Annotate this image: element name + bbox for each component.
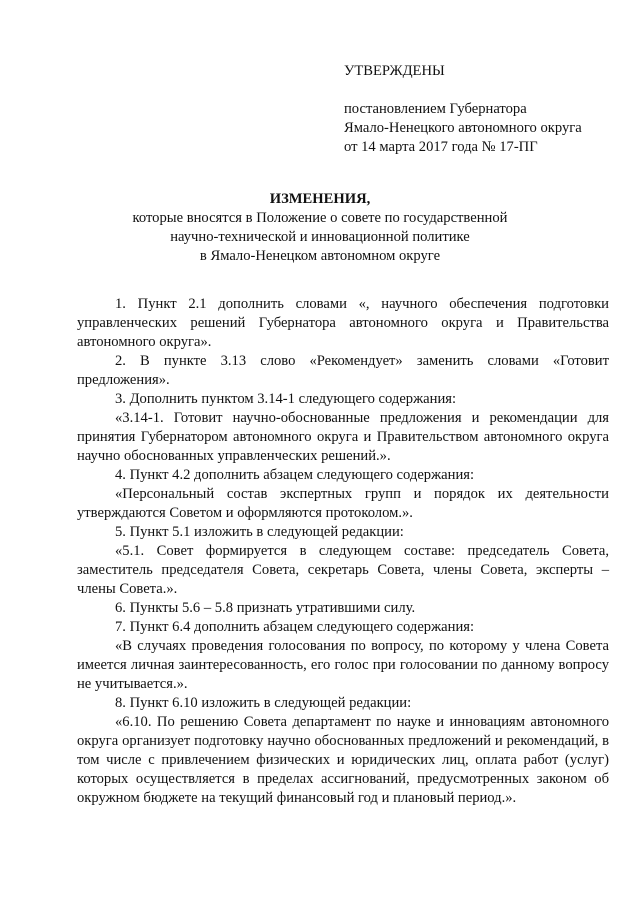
paragraph: 7. Пункт 6.4 дополнить абзацем следующего содержания: xyxy=(115,619,475,635)
approval-block xyxy=(344,62,614,157)
approval-line: Ямало-Ненецкого автономного округа xyxy=(344,120,582,136)
paragraph: «В случаях проведения голосования по вопросу, по которому у члена Совета имеется личная заинтересованность, его голос при голосовании по данному вопросу не учитывается.». xyxy=(77,638,609,692)
paragraph: «5.1. Совет формируется в следующем составе: председатель Совета, заместитель председателя Совета, секретарь Совета, члены Совета, эксперты – члены Совета.». xyxy=(77,543,609,597)
approval-title: УТВЕРЖДЕНЫ xyxy=(344,63,445,79)
paragraph: 8. Пункт 6.10 изложить в следующей редакции: xyxy=(115,695,412,711)
heading-line: в Ямало-Ненецком автономном округе xyxy=(199,248,441,264)
document-title: ИЗМЕНЕНИЯ, xyxy=(269,191,371,207)
document-body xyxy=(77,295,609,808)
approval-line: постановлением Губернатора xyxy=(344,101,527,117)
paragraph: «6.10. По решению Совета департамент по науке и инновациям автономного округа организует подготовку научно обоснованных предложений и рекомендаций, в том числе с привлечением физических и юридических лиц, оплата работ (услуг) которых осуществляется в пределах ассигнований, предусмотренных законом об окружном бюджете на текущий финансовый год и плановый период.». xyxy=(77,714,609,806)
paragraph: 6. Пункты 5.6 – 5.8 признать утратившими силу. xyxy=(115,600,416,616)
paragraph: 5. Пункт 5.1 изложить в следующей редакции: xyxy=(115,524,404,540)
approval-line: от 14 марта 2017 года № 17-ПГ xyxy=(344,139,538,155)
document-heading xyxy=(60,190,580,266)
paragraph: 2. В пункте 3.13 слово «Рекомендует» заменить словами «Готовит предложения». xyxy=(77,353,609,388)
heading-line: которые вносятся в Положение о совете по государственной xyxy=(132,210,508,226)
paragraph: «Персональный состав экспертных групп и порядок их деятельности утверждаются Советом и оформляются протоколом.». xyxy=(77,486,609,521)
heading-line: научно-технической и инновационной политике xyxy=(170,229,470,245)
paragraph: 1. Пункт 2.1 дополнить словами «, научного обеспечения подготовки управленческих решений Губернатора автономного округа и Правительства автономного округа». xyxy=(77,296,609,350)
paragraph: «3.14-1. Готовит научно-обоснованные предложения и рекомендации для принятия Губернатором автономного округа и Правительством автономного округа научно обоснованных управленческих решений.». xyxy=(77,410,609,464)
paragraph: 4. Пункт 4.2 дополнить абзацем следующего содержания: xyxy=(115,467,475,483)
paragraph: 3. Дополнить пунктом 3.14-1 следующего содержания: xyxy=(115,391,457,407)
